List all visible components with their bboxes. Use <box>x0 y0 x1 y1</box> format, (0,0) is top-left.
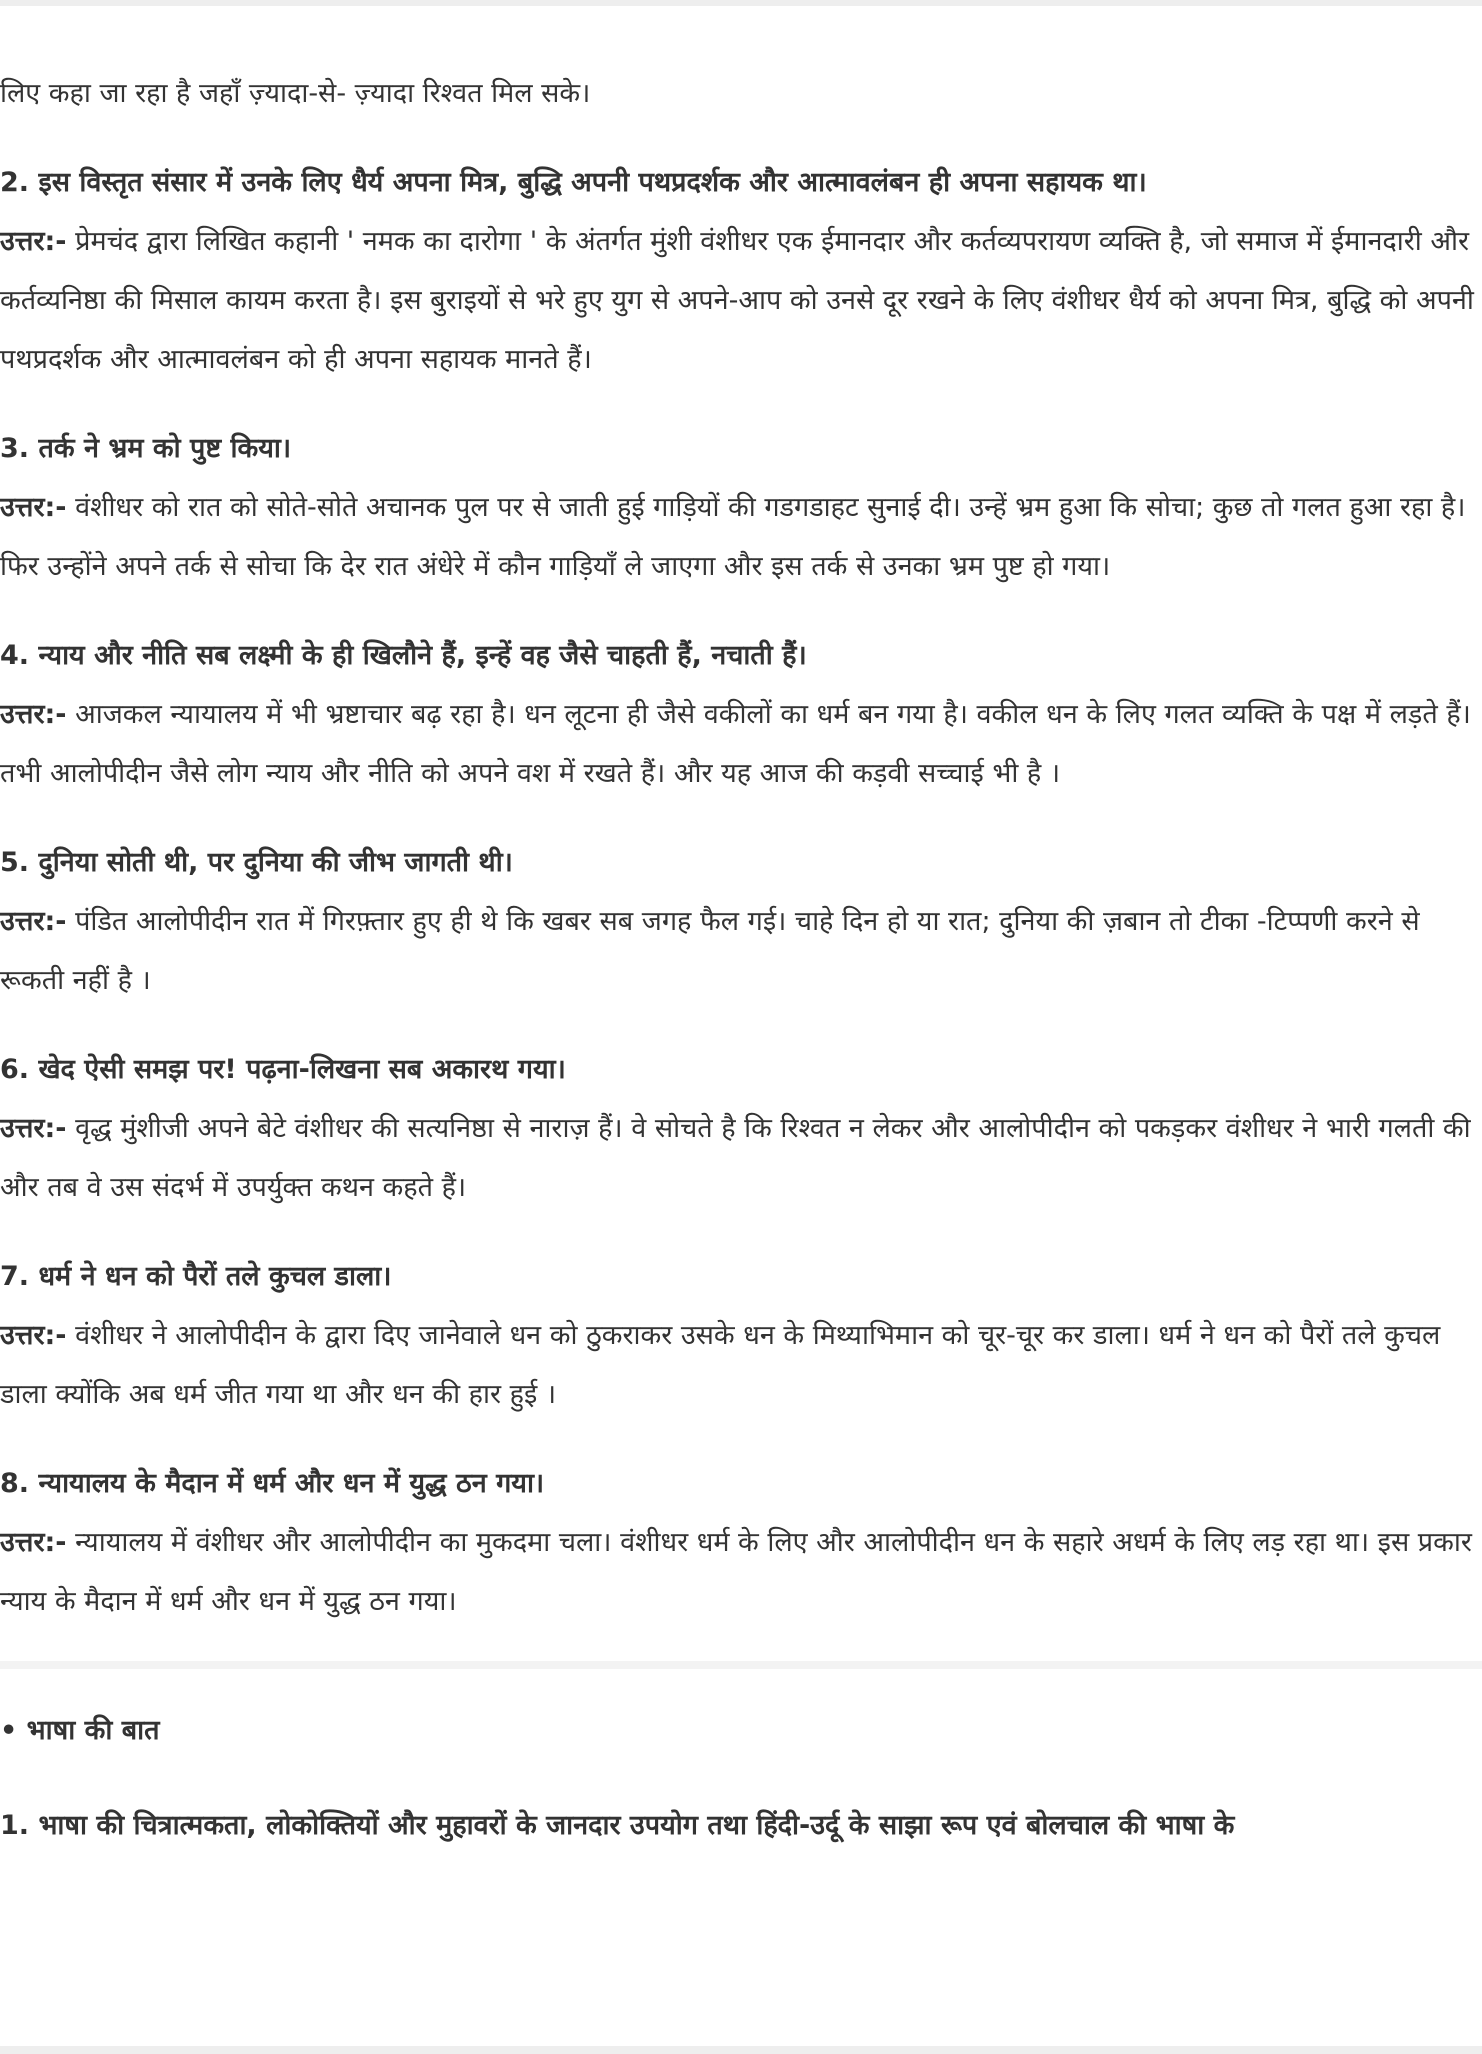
language-section-title: • भाषा की बात <box>0 1715 160 1746</box>
top-border <box>0 0 1482 6</box>
answer-text <box>0 478 1480 596</box>
answer-body: वंशीधर ने आलोपीदीन के द्वारा दिए जानेवाले धन को ठुकराकर उसके धन के मिथ्याभिमान को चूर-चूर कर डाला। धर्म ने धन को पैरों तले कुचल डाला क्योंकि अब धर्म जीत गया था और धन की हार हुई । <box>0 1320 1441 1410</box>
answer-label: उत्तर:- <box>0 1320 67 1351</box>
answer-label: उत्तर:- <box>0 906 67 937</box>
answer-body: न्यायालय में वंशीधर और आलोपीदीन का मुकदमा चला। वंशीधर धर्म के लिए और आलोपीदीन धन के सहारे अधर्म के लिए लड़ रहा था। इस प्रकार न्याय के मैदान में धर्म और धन में युद्ध ठन गया। <box>0 1527 1472 1617</box>
question-text: 5. दुनिया सोती थी, पर दुनिया की जीभ जागती थी। <box>0 847 513 878</box>
answer-text <box>0 685 1480 803</box>
answer-text <box>0 1306 1480 1424</box>
bottom-border <box>0 2046 1482 2054</box>
question-text: 6. खेद ऐसी समझ पर! पढ़ना-लिखना सब अकारथ गया। <box>0 1054 566 1085</box>
answer-body: पंडित आलोपीदीन रात में गिरफ़्तार हुए ही थे कि खबर सब जगह फैल गई। चाहे दिन हो या रात; दुनिया की ज़बान तो टीका -टिप्पणी करने से रूकती नहीं है । <box>0 906 1420 996</box>
qa-item-7 <box>0 1247 1480 1424</box>
question-text: 4. न्याय और नीति सब लक्ष्मी के ही खिलौने हैं, इन्हें वह जैसे चाहती हैं, नचाती हैं। <box>0 640 807 671</box>
question-text: 8. न्यायालय के मैदान में धर्म और धन में युद्ध ठन गया। <box>0 1468 545 1499</box>
answer-label: उत्तर:- <box>0 1113 67 1144</box>
question-text: 7. धर्म ने धन को पैरों तले कुचल डाला। <box>0 1261 392 1292</box>
qa-item-6 <box>0 1040 1480 1217</box>
answer-label: उत्तर:- <box>0 226 67 257</box>
answer-body: वंशीधर को रात को सोते-सोते अचानक पुल पर से जाती हुई गाड़ियों की गडगडाहट सुनाई दी। उन्हें भ्रम हुआ कि सोचा; कुछ तो गलत हुआ रहा है। फिर उन्होंने अपने तर्क से सोचा कि देर रात अंधेरे में कौन गाड़ियाँ ले जाएगा और इस तर्क से उनका भ्रम पुष्ट हो गया। <box>0 492 1466 582</box>
answer-label: उत्तर:- <box>0 492 67 523</box>
question-text: 3. तर्क ने भ्रम को पुष्ट किया। <box>0 433 292 464</box>
qa-item-5 <box>0 833 1480 1010</box>
intro-text: लिए कहा जा रहा है जहाँ ज़्यादा-से- ज़्यादा रिश्वत मिल सके। <box>0 78 591 109</box>
qa-item-4 <box>0 626 1480 803</box>
answer-label: उत्तर:- <box>0 699 67 730</box>
qa-item-8 <box>0 1454 1480 1631</box>
answer-body: वृद्ध मुंशीजी अपने बेटे वंशीधर की सत्यनिष्ठा से नाराज़ हैं। वे सोचते है कि रिश्वत न लेकर और आलोपीदीन को पकड़कर वंशीधर ने भारी गलती की और तब वे उस संदर्भ में उपर्युक्त कथन कहते हैं। <box>0 1113 1471 1203</box>
qa-item-3 <box>0 419 1480 596</box>
article-content <box>0 64 1480 1855</box>
language-question-text: 1. भाषा की चित्रात्मकता, लोकोक्तियों और मुहावरों के जानदार उपयोग तथा हिंदी-उर्दू के साझा रूप एवं बोलचाल की भाषा के <box>0 1810 1235 1841</box>
answer-text <box>0 212 1480 389</box>
answer-text <box>0 1099 1480 1217</box>
question-text: 2. इस विस्तृत संसार में उनके लिए धैर्य अपना मित्र, बुद्धि अपनी पथप्रदर्शक और आत्मावलंबन ही अपना सहायक था। <box>0 167 1147 198</box>
answer-body: आजकल न्यायालय में भी भ्रष्टाचार बढ़ रहा है। धन लूटना ही जैसे वकीलों का धर्म बन गया है। वकील धन के लिए गलत व्यक्ति के पक्ष में लड़ते हैं। तभी आलोपीदीन जैसे लोग न्याय और नीति को अपने वश में रखते हैं। और यह आज की कड़वी सच्चाई भी है । <box>0 699 1471 789</box>
answer-label: उत्तर:- <box>0 1527 67 1558</box>
answer-text <box>0 892 1480 1010</box>
answer-body: प्रेमचंद द्वारा लिखित कहानी ' नमक का दारोगा ' के अंतर्गत मुंशी वंशीधर एक ईमानदार और कर्तव्यपरायण व्यक्ति है, जो समाज में ईमानदारी और कर्तव्यनिष्ठा की मिसाल कायम करता है। इस बुराइयों से भरे हुए युग से अपने-आप को उनसे दूर रखने के लिए वंशीधर धैर्य को अपना मित्र, बुद्धि को अपनी पथप्रदर्शक और आत्मावलंबन को ही अपना सहायक मानते हैं। <box>0 226 1474 375</box>
qa-item-2 <box>0 153 1480 389</box>
section-divider <box>0 1661 1482 1669</box>
answer-text <box>0 1513 1480 1631</box>
